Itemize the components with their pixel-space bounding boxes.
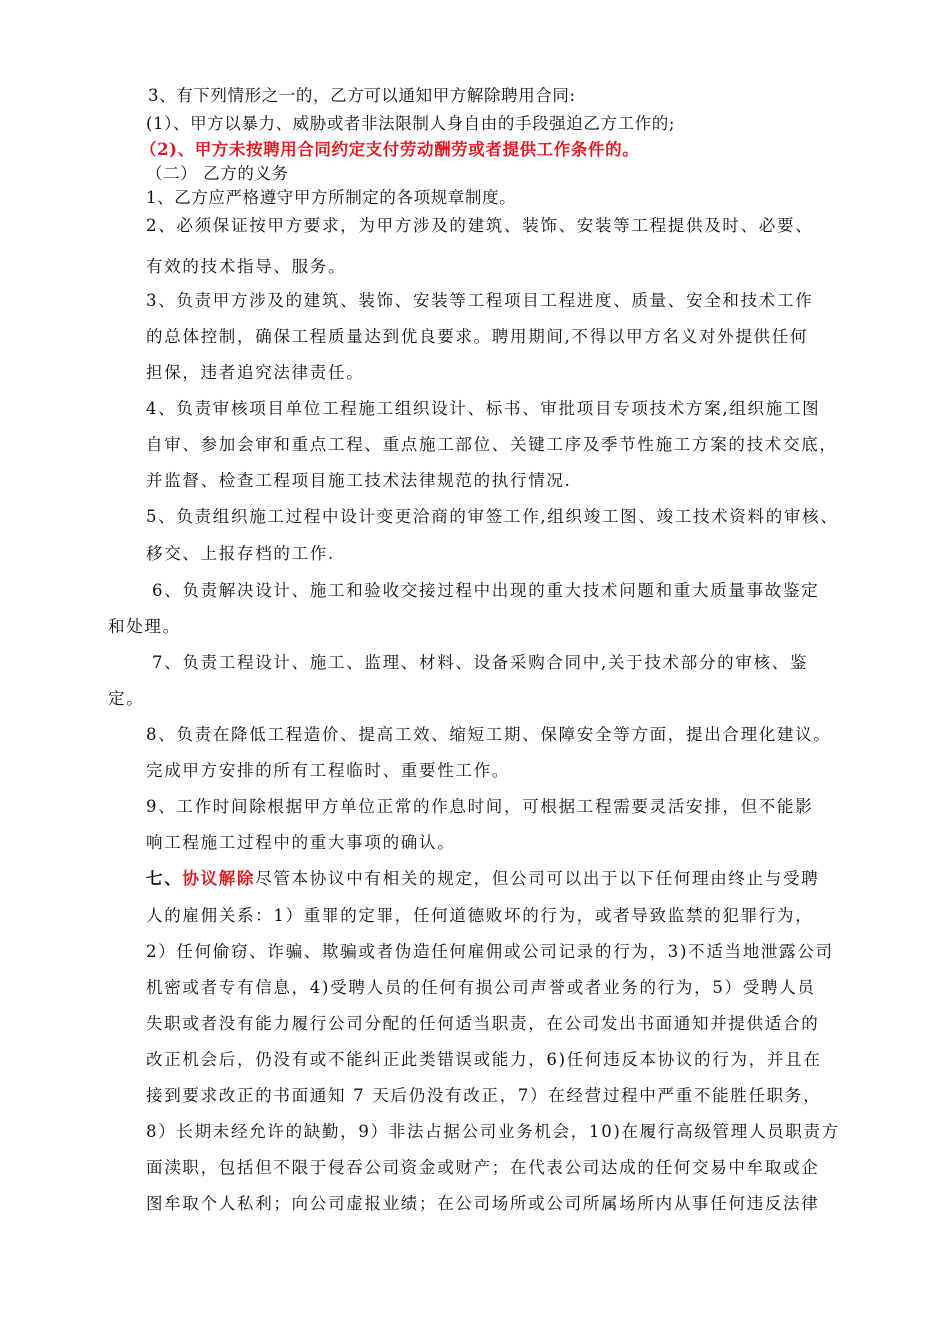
section-7-line-5: 失职或者没有能力履行公司分配的任何适当职责，在公司发出书面通知并提供适合的 bbox=[146, 1014, 820, 1033]
duty-4-line-3: 并监督、检查工程项目施工技术法律规范的执行情况. bbox=[146, 471, 572, 490]
duty-5-line-1: 5、负责组织施工过程中设计变更洽商的审签工作,组织竣工图、竣工技术资料的审核、 bbox=[146, 507, 839, 526]
duty-2-line-2: 有效的技术指导、服务。 bbox=[146, 257, 347, 276]
section-7-line-10: 图牟取个人私利；向公司虚报业绩；在公司场所或公司所属场所内从事任何违反法律 bbox=[146, 1194, 820, 1213]
duty-5-line-2: 移交、上报存档的工作. bbox=[146, 544, 335, 563]
clause-3-termination-intro: 3、有下列情形之一的，乙方可以通知甲方解除聘用合同: bbox=[148, 86, 576, 105]
duty-4-line-2: 自审、参加会审和重点工程、重点施工部位、关键工序及季节性施工方案的技术交底， bbox=[146, 435, 838, 454]
duty-1: 1、乙方应严格遵守甲方所制定的各项规章制度。 bbox=[146, 188, 517, 207]
clause-3-item-2: （2)、甲方未按聘用合同约定支付劳动酬劳或者提供工作条件的。 bbox=[140, 140, 640, 159]
duty-6-line-1: 6、负责解决设计、施工和验收交接过程中出现的重大技术问题和重大质量事故鉴定 bbox=[152, 581, 820, 600]
clause-3-item-1: (1）、甲方以暴力、威胁或者非法限制人身自由的手段强迫乙方工作的; bbox=[146, 114, 676, 133]
section-7-number: 七、 bbox=[146, 869, 183, 888]
duty-7-line-1: 7、负责工程设计、施工、监理、材料、设备采购合同中,关于技术部分的审核、鉴 bbox=[152, 653, 809, 672]
duty-9-line-2: 响工程施工过程中的重大事项的确认。 bbox=[146, 833, 456, 852]
section-7-line-9: 面渎职，包括但不限于侵吞公司资金或财产；在代表公司达成的任何交易中牟取或企 bbox=[146, 1158, 820, 1177]
section-7-intro: 尽管本协议中有相关的规定，但公司可以出于以下任何理由终止与受聘 bbox=[255, 869, 820, 888]
section-7-line-3: 2）任何偷窃、诈骗、欺骗或者伪造任何雇佣或公司记录的行为，3)不适当地泄露公司 bbox=[146, 942, 834, 961]
section-7-line-2: 人的雇佣关系：1）重罪的定罪，任何道德败坏的行为，或者导致监禁的犯罪行为， bbox=[146, 906, 814, 925]
section-7-title: 协议解除 bbox=[182, 869, 256, 888]
duty-8-line-1: 8、负责在降低工程造价、提高工效、缩短工期、保障安全等方面，提出合理化建议。 bbox=[146, 725, 832, 744]
duty-8-line-2: 完成甲方安排的所有工程临时、重要性工作。 bbox=[146, 761, 510, 780]
section-7-line-8: 8）长期未经允许的缺勤，9）非法占据公司业务机会，10)在履行高级管理人员职责方 bbox=[146, 1122, 840, 1141]
duty-7-line-2: 定。 bbox=[108, 689, 145, 708]
section-heading-party-b-duties: （二） 乙方的义务 bbox=[146, 164, 289, 183]
duty-6-line-2: 和处理。 bbox=[108, 617, 181, 636]
section-7-line-4: 机密或者专有信息，4)受聘人员的任何有损公司声誉或者业务的行为，5）受聘人员 bbox=[146, 978, 816, 997]
duty-3-line-1: 3、负责甲方涉及的建筑、装饰、安装等工程项目工程进度、质量、安全和技术工作 bbox=[146, 291, 814, 310]
duty-9-line-1: 9、工作时间除根据甲方单位正常的作息时间，可根据工程需要灵活安排，但不能影 bbox=[146, 797, 814, 816]
section-7-first-line bbox=[146, 868, 819, 890]
section-7-line-6: 改正机会后，仍没有或不能纠正此类错误或能力，6)任何违反本协议的行为，并且在 bbox=[146, 1050, 822, 1069]
duty-2-line-1: 2、必须保证按甲方要求，为甲方涉及的建筑、装饰、安装等工程提供及时、必要、 bbox=[146, 216, 814, 235]
section-7-line-7: 接到要求改正的书面通知 7 天后仍没有改正，7）在经营过程中严重不能胜任职务， bbox=[146, 1086, 822, 1105]
duty-3-line-2: 的总体控制，确保工程质量达到优良要求。聘用期间,不得以甲方名义对外提供任何 bbox=[146, 327, 809, 346]
duty-4-line-1: 4、负责审核项目单位工程施工组织设计、标书、审批项目专项技术方案,组织施工图 bbox=[146, 399, 821, 418]
duty-3-line-3: 担保，违者追究法律责任。 bbox=[146, 363, 365, 382]
